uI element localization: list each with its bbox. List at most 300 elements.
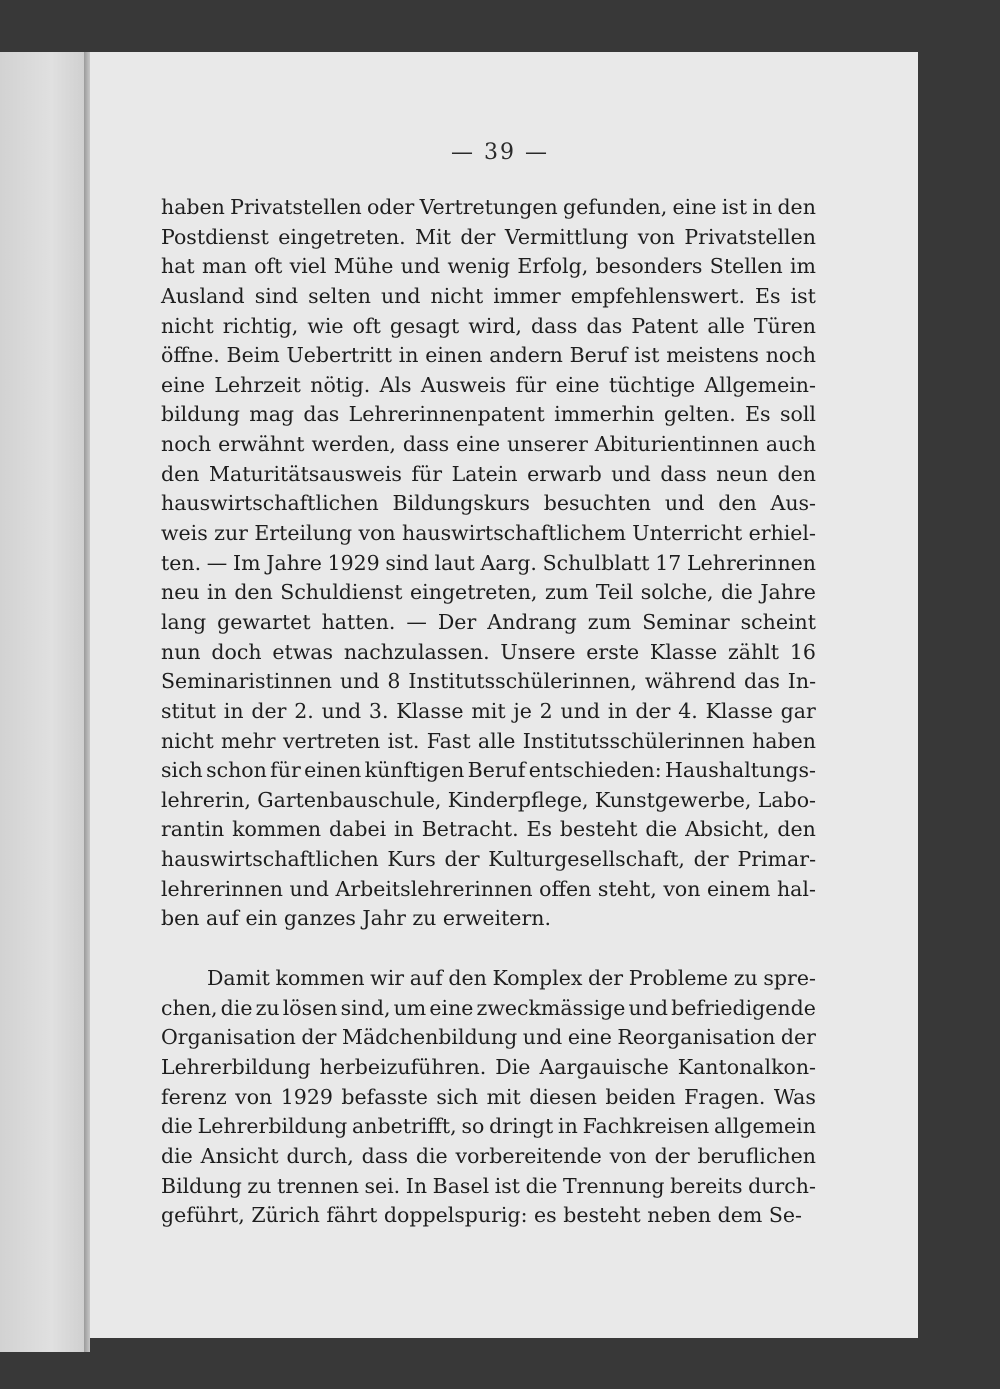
word: lehrerin, <box>161 787 251 812</box>
word: bildung <box>161 402 240 427</box>
word: um <box>393 995 427 1020</box>
word: und <box>522 1025 563 1050</box>
text-line <box>161 282 816 312</box>
word: laut <box>434 550 475 575</box>
word: trennen <box>276 1173 359 1198</box>
text-line <box>161 786 816 816</box>
word: neun <box>716 461 768 486</box>
word: 16 <box>789 639 816 664</box>
word: hat <box>161 254 195 279</box>
word: nicht <box>161 728 214 753</box>
word: eingetreten. <box>278 224 406 249</box>
word: Fachkreisen <box>582 1114 710 1139</box>
word: auch <box>765 432 816 457</box>
word: Probleme <box>628 966 729 991</box>
word: dabei <box>329 817 387 842</box>
word: von <box>358 521 396 546</box>
word: haben <box>752 728 816 753</box>
word: eingetreten, <box>410 580 538 605</box>
text-line <box>161 994 816 1024</box>
word: der <box>301 1025 337 1050</box>
word: auf <box>409 966 443 991</box>
word: doch <box>211 639 262 664</box>
word: alle <box>477 728 516 753</box>
word: selten <box>308 283 371 308</box>
word: in <box>558 1114 578 1139</box>
word: andern <box>489 343 563 368</box>
word: offen <box>539 876 592 901</box>
word: sich <box>161 758 203 783</box>
word: das <box>303 402 340 427</box>
word: ferenz <box>161 1084 227 1109</box>
text-line: geführt, Zürich fährt doppelspurig: es besteht neben dem Se- <box>161 1203 802 1228</box>
word: von <box>609 1143 647 1168</box>
word: je <box>513 698 532 723</box>
word: Erteilung <box>254 521 353 546</box>
word: Arbeitslehrerinnen <box>335 876 533 901</box>
word: Türen <box>753 313 816 338</box>
word: herbeizuführen. <box>319 1054 487 1079</box>
word: 8 <box>387 669 401 694</box>
word: weis <box>161 521 208 546</box>
word: Lehrerbildung <box>161 1054 311 1079</box>
word: Es <box>755 283 781 308</box>
word: sind <box>254 283 299 308</box>
word: man <box>201 254 247 279</box>
word: nicht <box>430 283 484 308</box>
text-line <box>161 549 816 579</box>
word: Es <box>526 817 552 842</box>
word: eine <box>555 372 600 397</box>
word: der <box>588 966 624 991</box>
word: der <box>251 698 287 723</box>
word: Beruf <box>467 758 526 783</box>
text-line <box>161 875 816 905</box>
word: alle <box>707 313 745 338</box>
word: den <box>448 966 487 991</box>
word: zählt <box>727 639 780 664</box>
word: Als <box>379 372 412 397</box>
word: richtig, <box>222 313 299 338</box>
text-line <box>161 815 816 845</box>
text-line <box>161 608 816 638</box>
text-line <box>161 964 816 994</box>
text-line: ben auf ein ganzes Jahr zu erweitern. <box>161 906 551 931</box>
text-line <box>161 1053 816 1083</box>
word: den <box>777 461 816 486</box>
word: Schuldienst <box>280 580 403 605</box>
word: scheint <box>740 609 816 634</box>
word: eine <box>161 372 206 397</box>
word: gesagt <box>389 313 460 338</box>
word: zum <box>544 580 589 605</box>
text-line <box>161 756 816 786</box>
word: mag <box>249 402 295 427</box>
text-line <box>161 519 816 549</box>
word: vertreten <box>282 728 381 753</box>
word: 17 <box>655 550 682 575</box>
text-line <box>161 460 816 490</box>
word: die <box>645 817 678 842</box>
word: lang <box>161 609 207 634</box>
word: mehr <box>221 728 276 753</box>
word: Im <box>233 550 261 575</box>
word: beruflichen <box>697 1143 816 1168</box>
word: ist <box>721 195 748 219</box>
word: Ausland <box>161 283 245 308</box>
word: 4. <box>678 698 698 723</box>
word: erwarb <box>527 461 602 486</box>
word: chen, <box>161 995 218 1020</box>
word: Bildungskurs <box>392 491 530 516</box>
word: Die <box>495 1054 531 1079</box>
word: oft <box>254 254 283 279</box>
word: Labo- <box>757 787 816 812</box>
word: Postdienst <box>161 224 269 249</box>
word: und <box>560 698 601 723</box>
word: Aarg. <box>480 550 537 575</box>
word: Latein <box>451 461 518 486</box>
word: Lehrerinnen <box>687 550 816 575</box>
word: einen <box>304 758 362 783</box>
word: befasste <box>341 1084 428 1109</box>
word: Kantonalkon- <box>677 1054 816 1079</box>
page-number: — 39 — <box>451 140 549 165</box>
word: dass <box>361 1143 409 1168</box>
word: öffne. <box>161 343 220 368</box>
word: unserer <box>507 432 588 457</box>
word: zur <box>214 521 248 546</box>
word: Mit <box>415 224 451 249</box>
text-line <box>161 1112 816 1142</box>
word: durch- <box>748 1173 816 1198</box>
word: — <box>206 550 228 575</box>
word: oder <box>366 195 415 219</box>
word: mit <box>471 698 506 723</box>
word: schon <box>206 758 267 783</box>
word: Lehrerbildung <box>197 1114 348 1139</box>
word: noch <box>765 343 816 368</box>
word: ist <box>494 1173 521 1198</box>
word: Seminaristinnen <box>161 669 333 694</box>
word: und <box>321 698 362 723</box>
word: In- <box>787 669 816 694</box>
word: Patent <box>631 313 699 338</box>
word: spre- <box>763 966 816 991</box>
word: werden, <box>311 432 396 457</box>
paragraph <box>161 193 816 934</box>
word: der <box>654 1143 690 1168</box>
text-line <box>161 1172 816 1202</box>
text-line <box>161 430 816 460</box>
word: Basel <box>432 1173 490 1198</box>
word: hauswirtschaftlichen <box>161 847 379 872</box>
body-text <box>161 193 816 1231</box>
word: der <box>635 698 671 723</box>
word: kommen <box>275 966 365 991</box>
word: ist <box>790 283 816 308</box>
word: befriedigende <box>671 995 816 1020</box>
word: sind, <box>340 995 391 1020</box>
word: die <box>721 580 753 605</box>
word: Abiturientinnen <box>594 432 759 457</box>
word: und <box>628 995 669 1020</box>
word: für <box>270 758 301 783</box>
word: Vermittlung <box>504 224 629 249</box>
word: Aargauische <box>539 1054 669 1079</box>
text-line <box>161 400 816 430</box>
word: Absicht, <box>685 817 770 842</box>
text-line <box>161 1142 816 1172</box>
word: Klasse <box>705 698 773 723</box>
word: Allgemein- <box>704 372 816 397</box>
word: Privatstellen <box>230 195 362 219</box>
word: und <box>339 669 380 694</box>
word: kommen <box>232 817 322 842</box>
word: zu <box>733 966 758 991</box>
word: Lehrerinnenpatent <box>348 402 545 427</box>
word: Beim <box>226 343 280 368</box>
word: Komplex <box>492 966 583 991</box>
word: Primar- <box>737 847 816 872</box>
word: wir <box>370 966 405 991</box>
word: zu <box>255 995 280 1020</box>
word: Gartenbauschule, <box>257 787 442 812</box>
word: Kinderpflege, <box>447 787 589 812</box>
text-line <box>161 312 816 342</box>
word: wenig <box>447 254 511 279</box>
text-line <box>161 727 816 757</box>
word: Kurs <box>387 847 436 872</box>
word: während <box>644 669 737 694</box>
word: dass <box>402 432 450 457</box>
word: ist <box>634 343 660 368</box>
word: künftigen <box>364 758 465 783</box>
word: sich <box>436 1084 479 1109</box>
word: Jahre <box>760 580 816 605</box>
word: beiden <box>605 1084 676 1109</box>
word: gefunden, <box>563 195 668 219</box>
word: Mädchenbildung <box>341 1025 518 1050</box>
word: und <box>400 254 441 279</box>
word: allgemein <box>713 1114 816 1139</box>
word: Ausweis <box>420 372 507 397</box>
word: sind <box>385 550 429 575</box>
word: Mühe <box>333 254 394 279</box>
word: Seminar <box>642 609 730 634</box>
word: immerhin <box>554 402 655 427</box>
word: eine <box>567 1025 612 1050</box>
text-line <box>161 252 816 282</box>
word: sei. <box>364 1173 401 1198</box>
word: Stellen <box>709 254 783 279</box>
word: entschieden: <box>528 758 662 783</box>
word: Bildung <box>161 1173 242 1198</box>
word: hauswirtschaftlichem <box>402 521 626 546</box>
word: erhiel- <box>748 521 816 546</box>
word: das <box>743 669 780 694</box>
word: Kunstgewerbe, <box>594 787 752 812</box>
word: in <box>223 698 244 723</box>
word: vorbereitende <box>455 1143 602 1168</box>
word: Institutsschülerinnen, <box>408 669 637 694</box>
word: Ansicht <box>200 1143 279 1168</box>
word: rantin <box>161 817 225 842</box>
paragraph-gap <box>161 934 816 964</box>
word: neu <box>161 580 200 605</box>
word: für <box>411 461 443 486</box>
word: Institutsschülerinnen <box>522 728 745 753</box>
word: Organisation <box>161 1025 296 1050</box>
word: Maturitätsausweis <box>209 461 402 486</box>
word: Betracht. <box>421 817 519 842</box>
word: von <box>637 224 675 249</box>
word: die <box>525 1173 558 1198</box>
word: Jahre <box>266 550 322 575</box>
word: der <box>780 1025 816 1050</box>
word: erste <box>586 639 640 664</box>
text-line <box>161 193 816 223</box>
text-line <box>161 638 816 668</box>
word: besteht <box>559 817 638 842</box>
word: eine <box>672 195 717 219</box>
word: Es <box>745 402 771 427</box>
word: ten. <box>161 550 202 575</box>
word: diesen <box>529 1084 597 1109</box>
word: besonders <box>595 254 703 279</box>
word: der <box>693 847 729 872</box>
word: und <box>289 876 329 901</box>
word: nicht <box>161 313 214 338</box>
word: hatten. <box>321 609 396 634</box>
word: in <box>398 343 419 368</box>
word: 1929 <box>327 550 380 575</box>
word: tüchtige <box>608 372 696 397</box>
word: Lehrzeit <box>214 372 301 397</box>
word: das <box>586 313 623 338</box>
word: Beruf <box>569 343 628 368</box>
text-line <box>161 371 816 401</box>
text-line <box>161 223 816 253</box>
word: lehrerinnen <box>161 876 283 901</box>
word: eine <box>456 432 501 457</box>
word: Klasse <box>396 698 464 723</box>
word: Klasse <box>649 639 718 664</box>
word: und <box>664 491 705 516</box>
word: immer <box>493 283 561 308</box>
word: etwas <box>272 639 334 664</box>
word: im <box>789 254 816 279</box>
word: den <box>161 461 200 486</box>
word: meistens <box>666 343 759 368</box>
word: den <box>718 491 757 516</box>
word: den <box>234 580 273 605</box>
word: von <box>235 1084 273 1109</box>
word: Andrang <box>487 609 577 634</box>
word: von <box>663 876 701 901</box>
word: in <box>207 580 227 605</box>
word: nachzulassen. <box>343 639 490 664</box>
word: gewartet <box>217 609 311 634</box>
word: Erfolg, <box>517 254 589 279</box>
word: zum <box>587 609 632 634</box>
word: Was <box>773 1084 816 1109</box>
word: Fragen. <box>684 1084 766 1109</box>
word: 2. <box>294 698 314 723</box>
word: den <box>777 817 816 842</box>
word: 1929 <box>280 1084 333 1109</box>
word: soll <box>779 402 816 427</box>
text-line <box>161 1023 816 1053</box>
text-line <box>161 1083 816 1113</box>
text-line <box>161 489 816 519</box>
word: durch, <box>286 1143 354 1168</box>
word: Der <box>437 609 477 634</box>
word: ist. <box>387 728 420 753</box>
word: den <box>777 195 816 219</box>
word: zu <box>247 1173 272 1198</box>
word: 3. <box>368 698 389 723</box>
word: — <box>406 609 427 634</box>
word: lösen <box>282 995 338 1020</box>
word: bereits <box>670 1173 743 1198</box>
word: der <box>444 847 480 872</box>
word: zweckmässige <box>476 995 626 1020</box>
word: Fast <box>426 728 471 753</box>
word: eine <box>429 995 474 1020</box>
word: Unsere <box>500 639 576 664</box>
word: in <box>394 817 414 842</box>
word: Reorganisation <box>617 1025 776 1050</box>
word: wie <box>307 313 344 338</box>
word: einen <box>425 343 483 368</box>
word: so <box>461 1114 485 1139</box>
word: 2 <box>539 698 553 723</box>
word: Damit <box>207 966 270 991</box>
text-line <box>161 697 816 727</box>
word: mit <box>486 1084 521 1109</box>
word: erwähnt <box>218 432 305 457</box>
previous-page-edge <box>0 52 86 1352</box>
word: die <box>161 1143 193 1168</box>
word: in <box>607 698 628 723</box>
word: Trennung <box>562 1173 665 1198</box>
word: Haushaltungs- <box>664 758 816 783</box>
word: dass <box>530 313 578 338</box>
word: viel <box>289 254 327 279</box>
word: hal- <box>776 876 816 901</box>
word: haben <box>161 195 225 219</box>
word: Uebertritt <box>286 343 392 368</box>
word: Kulturgesellschaft, <box>488 847 685 872</box>
text-line <box>161 578 816 608</box>
word: solche, <box>640 580 714 605</box>
word: Aus- <box>770 491 816 516</box>
word: hauswirtschaftlichen <box>161 491 379 516</box>
word: und <box>611 461 651 486</box>
word: Teil <box>595 580 634 605</box>
word: Privatstellen <box>684 224 816 249</box>
word: die <box>415 1143 448 1168</box>
word: gar <box>780 698 816 723</box>
word: besuchten <box>543 491 651 516</box>
word: einem <box>706 876 771 901</box>
paragraph <box>161 964 816 1231</box>
word: oft <box>352 313 381 338</box>
text-line <box>161 845 816 875</box>
word: in <box>752 195 773 219</box>
word: In <box>405 1173 428 1198</box>
